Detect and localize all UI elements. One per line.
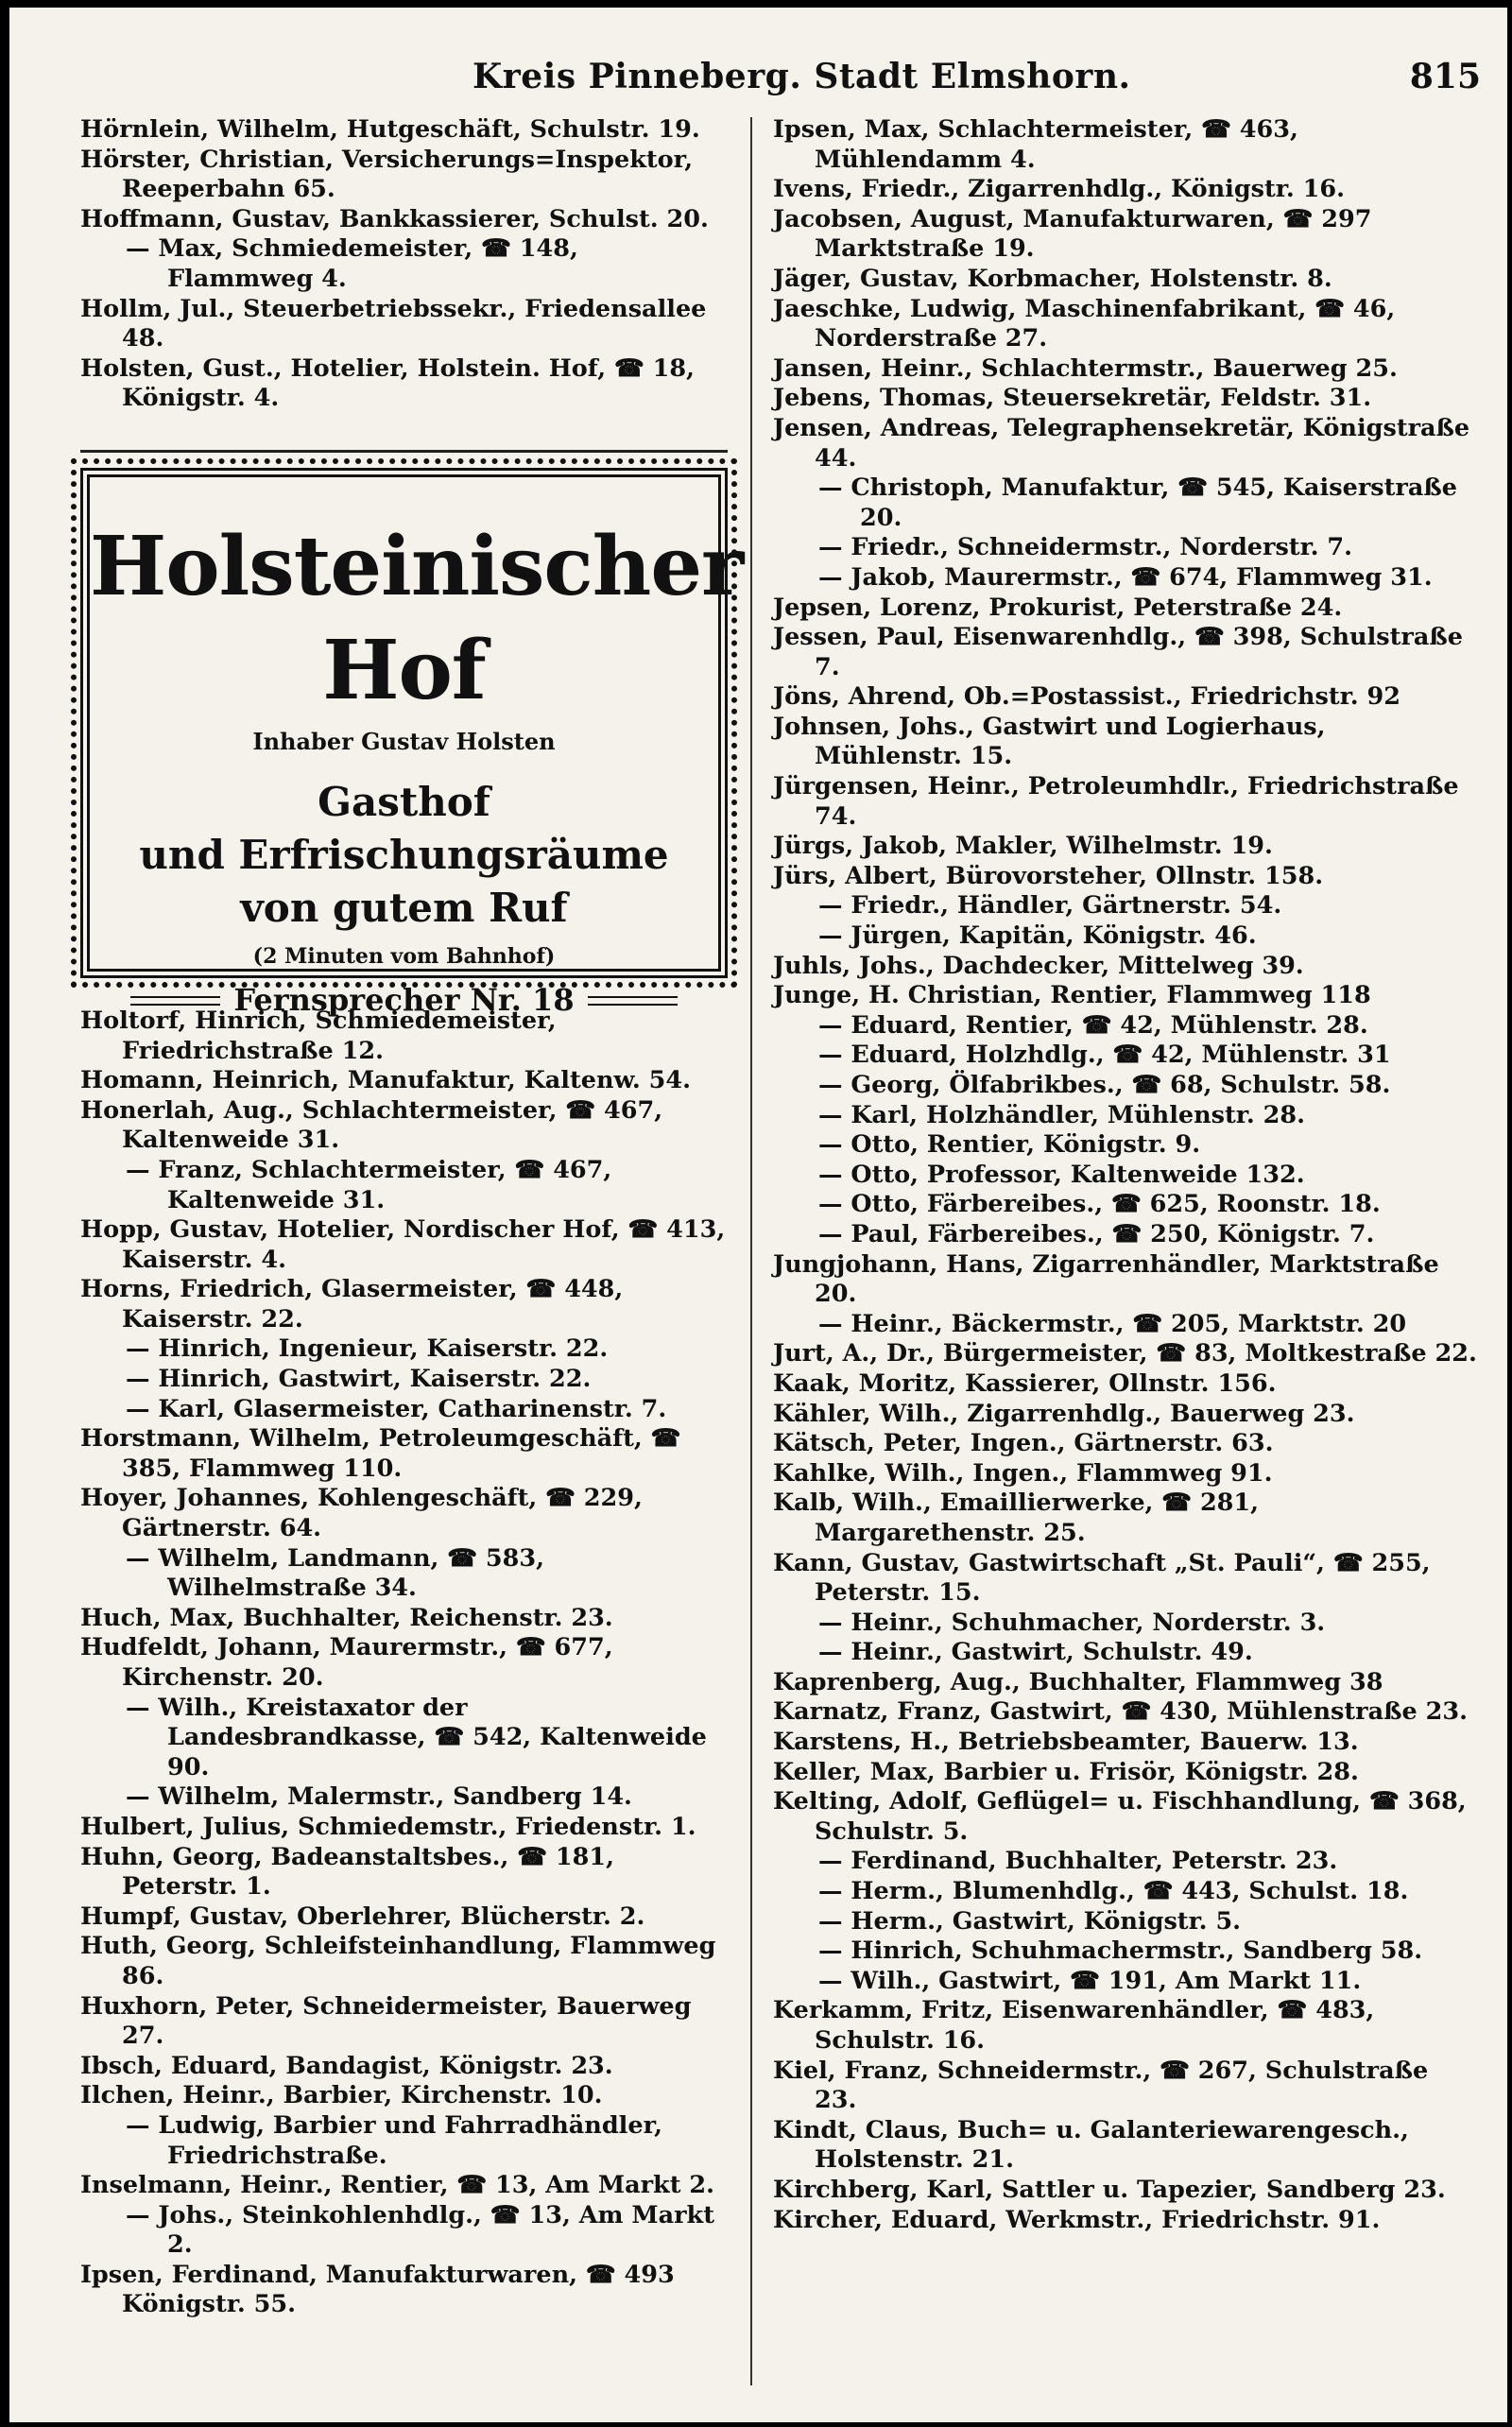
directory-entry: Kircher, Eduard, Werkmstr., Friedrichstr. 91. xyxy=(773,2205,1381,2234)
directory-entry: — Hinrich, Gastwirt, Kaiserstr. 22. xyxy=(126,1365,592,1394)
directory-entry: Kelting, Adolf, Geflügel= u. Fischhandlung, ☎ 368, Schulstr. 5. xyxy=(773,1787,1467,1846)
directory-entry: — Eduard, Holzhdlg., ☎ 42, Mühlenstr. 31 xyxy=(818,1041,1391,1070)
directory-entry: Hörnlein, Wilhelm, Hutgeschäft, Schulstr. 19. xyxy=(80,115,700,144)
directory-entry: Jöns, Ahrend, Ob.=Postassist., Friedrichstr. 92 xyxy=(773,682,1400,712)
directory-entry: — Ferdinand, Buchhalter, Peterstr. 23. xyxy=(818,1847,1338,1876)
directory-entry: Kerkamm, Fritz, Eisenwarenhändler, ☎ 483, Schulstr. 16. xyxy=(773,1996,1375,2055)
directory-entry: — Hinrich, Schuhmachermstr., Sandberg 58. xyxy=(818,1936,1423,1966)
directory-entry: Johnsen, Johs., Gastwirt und Logierhaus, Mühlenstr. 15. xyxy=(773,712,1326,771)
directory-entry: — Christoph, Manufaktur, ☎ 545, Kaiserstraße 20. xyxy=(818,473,1457,532)
section-rule xyxy=(80,450,728,453)
directory-entry: Jurt, A., Dr., Bürgermeister, ☎ 83, Moltkestraße 22. xyxy=(773,1339,1477,1368)
directory-entry: Holsten, Gust., Hotelier, Holstein. Hof, ☎ 18, Königstr. 4. xyxy=(80,353,695,413)
directory-entry: Jürs, Albert, Bürovorsteher, Ollnstr. 158. xyxy=(773,861,1324,890)
column-divider xyxy=(750,117,752,2385)
directory-entry: — Friedr., Schneidermstr., Norderstr. 7. xyxy=(818,533,1353,562)
directory-entry: Jessen, Paul, Eisenwarenhdlg., ☎ 398, Schulstraße 7. xyxy=(773,623,1463,681)
directory-entry: — Friedr., Händler, Gärtnerstr. 54. xyxy=(818,891,1282,921)
directory-page xyxy=(9,8,1507,2422)
directory-entry: — Otto, Färbereibes., ☎ 625, Roonstr. 18. xyxy=(818,1190,1381,1219)
entry-list-bottom xyxy=(80,1007,728,2320)
directory-entry: Huth, Georg, Schleifsteinhandlung, Flammweg 86. xyxy=(80,1932,716,1990)
directory-entry: Juhls, Johs., Dachdecker, Mittelweg 39. xyxy=(773,951,1304,980)
directory-entry: Horstmann, Wilhelm, Petroleumgeschäft, ☎ 385, Flammweg 110. xyxy=(80,1424,681,1483)
directory-entry: Jungjohann, Hans, Zigarrenhändler, Marktstraße 20. xyxy=(773,1249,1439,1309)
directory-entry: Huxhorn, Peter, Schneidermeister, Bauerweg 27. xyxy=(80,1991,692,2051)
running-head: Kreis Pinneberg. Stadt Elmshorn. xyxy=(472,57,1131,96)
directory-entry: Jensen, Andreas, Telegraphensekretär, Königstraße 44. xyxy=(773,413,1470,473)
directory-entry: — Heinr., Bäckermstr., ☎ 205, Marktstr. 20 xyxy=(818,1309,1407,1338)
directory-entry: Kaprenberg, Aug., Buchhalter, Flammweg 38 xyxy=(773,1667,1383,1696)
directory-entry: Jepsen, Lorenz, Prokurist, Peterstraße 24. xyxy=(773,593,1343,622)
directory-entry: Kätsch, Peter, Ingen., Gärtnerstr. 63. xyxy=(773,1429,1274,1458)
directory-entry: Jacobsen, August, Manufakturwaren, ☎ 297 Marktstraße 19. xyxy=(773,204,1372,264)
directory-entry: — Eduard, Rentier, ☎ 42, Mühlenstr. 28. xyxy=(818,1010,1368,1040)
directory-entry: Keller, Max, Barbier u. Frisör, Königstr. 28. xyxy=(773,1757,1359,1786)
directory-entry: Jebens, Thomas, Steuersekretär, Feldstr. 31. xyxy=(773,384,1372,413)
right-column xyxy=(773,115,1477,2235)
left-column xyxy=(80,115,744,2320)
directory-entry: Karnatz, Franz, Gastwirt, ☎ 430, Mühlenstraße 23. xyxy=(773,1697,1468,1727)
directory-entry: — Wilh., Gastwirt, ☎ 191, Am Markt 11. xyxy=(818,1966,1362,1995)
directory-entry: Ipsen, Max, Schlachtermeister, ☎ 463, Mühlendamm 4. xyxy=(773,115,1298,174)
directory-entry: — Franz, Schlachtermeister, ☎ 467, Kaltenweide 31. xyxy=(126,1155,612,1214)
directory-entry: Huch, Max, Buchhalter, Reichenstr. 23. xyxy=(80,1603,613,1632)
ornament-rule xyxy=(588,996,678,1006)
directory-entry: Humpf, Gustav, Oberlehrer, Blücherstr. 2. xyxy=(80,1902,645,1931)
directory-entry: Kann, Gustav, Gastwirtschaft „St. Pauli“, ☎ 255, Peterstr. 15. xyxy=(773,1548,1431,1608)
directory-entry: Hulbert, Julius, Schmiedemstr., Friedenstr. 1. xyxy=(80,1812,696,1841)
ad-line-1: Gasthof xyxy=(318,778,490,825)
directory-entry: Hoyer, Johannes, Kohlengeschäft, ☎ 229, Gärtnerstr. 64. xyxy=(80,1484,643,1543)
directory-entry: Ibsch, Eduard, Bandagist, Königstr. 23. xyxy=(80,2051,613,2080)
directory-entry: Jaeschke, Ludwig, Maschinenfabrikant, ☎ 46, Norderstraße 27. xyxy=(773,294,1396,353)
ad-phone: Fernsprecher Nr. 18 xyxy=(233,981,575,1018)
directory-entry: — Otto, Rentier, Königstr. 9. xyxy=(818,1130,1201,1160)
directory-entry: Hopp, Gustav, Hotelier, Nordischer Hof, ☎ 413, Kaiserstr. 4. xyxy=(80,1215,726,1274)
directory-entry: — Herm., Gastwirt, Königstr. 5. xyxy=(818,1906,1242,1936)
directory-entry: Jäger, Gustav, Korbmacher, Holstenstr. 8. xyxy=(773,264,1332,293)
directory-entry: Ilchen, Heinr., Barbier, Kirchenstr. 10. xyxy=(80,2081,603,2110)
directory-entry: Jansen, Heinr., Schlachtermstr., Bauerweg 25. xyxy=(773,353,1398,383)
directory-entry: Kalb, Wilh., Emaillierwerke, ☎ 281, Margarethenstr. 25. xyxy=(773,1489,1260,1547)
directory-entry: — Paul, Färbereibes., ☎ 250, Königstr. 7. xyxy=(818,1219,1375,1248)
directory-entry: — Wilhelm, Malermstr., Sandberg 14. xyxy=(126,1782,632,1812)
entry-list-right xyxy=(773,115,1477,2235)
ad-phone-row xyxy=(90,981,718,1018)
directory-entry: Horns, Friedrich, Glasermeister, ☎ 448, Kaiserstr. 22. xyxy=(80,1275,624,1334)
directory-entry: — Georg, Ölfabrikbes., ☎ 68, Schulstr. 58. xyxy=(818,1071,1391,1099)
directory-entry: — Jakob, Maurermstr., ☎ 674, Flammweg 31. xyxy=(818,562,1433,592)
directory-entry: — Otto, Professor, Kaltenweide 132. xyxy=(818,1160,1305,1189)
ad-owner: Inhaber Gustav Holsten xyxy=(252,727,556,755)
directory-entry: Holtorf, Hinrich, Schmiedemeister, Friedrichstraße 12. xyxy=(80,1006,557,1065)
directory-entry: — Karl, Glasermeister, Catharinenstr. 7. xyxy=(126,1394,667,1423)
directory-entry: — Wilhelm, Landmann, ☎ 583, Wilhelmstraße 34. xyxy=(126,1543,545,1603)
directory-entry: Kiel, Franz, Schneidermstr., ☎ 267, Schulstraße 23. xyxy=(773,2056,1429,2115)
directory-entry: Hoffmann, Gustav, Bankkassierer, Schulst. 20. xyxy=(80,204,709,233)
directory-entry: — Jürgen, Kapitän, Königstr. 46. xyxy=(818,921,1257,951)
directory-entry: Inselmann, Heinr., Rentier, ☎ 13, Am Markt 2. xyxy=(80,2171,714,2200)
directory-entry: Kahlke, Wilh., Ingen., Flammweg 91. xyxy=(773,1458,1273,1488)
directory-entry: Homann, Heinrich, Manufaktur, Kaltenw. 54. xyxy=(80,1066,691,1095)
ad-note: (2 Minuten vom Bahnhof) xyxy=(252,943,556,969)
directory-entry: Ipsen, Ferdinand, Manufakturwaren, ☎ 493 Königstr. 55. xyxy=(80,2260,675,2319)
directory-entry: — Max, Schmiedemeister, ☎ 148, Flammweg 4. xyxy=(126,234,578,293)
directory-entry: Kähler, Wilh., Zigarrenhdlg., Bauerweg 23. xyxy=(773,1399,1355,1428)
directory-entry: — Karl, Holzhändler, Mühlenstr. 28. xyxy=(818,1100,1305,1129)
ad-title: Holsteinischer Hof xyxy=(90,518,744,718)
directory-entry: — Wilh., Kreistaxator der Landesbrandkasse, ☎ 542, Kaltenweide 90. xyxy=(126,1693,707,1782)
directory-entry: Kirchberg, Karl, Sattler u. Tapezier, Sandberg 23. xyxy=(773,2175,1446,2204)
directory-entry: Jürgensen, Heinr., Petroleumhdlr., Friedrichstraße 74. xyxy=(773,772,1459,831)
directory-entry: Jürgs, Jakob, Makler, Wilhelmstr. 19. xyxy=(773,832,1273,861)
directory-entry: — Herm., Blumenhdlg., ☎ 443, Schulst. 18. xyxy=(818,1877,1409,1906)
directory-entry: Huhn, Georg, Badeanstaltsbes., ☎ 181, Peterstr. 1. xyxy=(80,1842,614,1902)
directory-entry: — Heinr., Gastwirt, Schulstr. 49. xyxy=(818,1638,1253,1667)
directory-entry: Kaak, Moritz, Kassierer, Ollnstr. 156. xyxy=(773,1368,1277,1398)
directory-entry: — Ludwig, Barbier und Fahrradhändler, Friedrichstraße. xyxy=(126,2110,663,2170)
page-header xyxy=(9,51,1507,108)
directory-entry: Honerlah, Aug., Schlachtermeister, ☎ 467, Kaltenweide 31. xyxy=(80,1095,663,1155)
directory-entry: Hudfeldt, Johann, Maurermstr., ☎ 677, Kirchenstr. 20. xyxy=(80,1633,613,1692)
hotel-advertisement xyxy=(80,468,744,1018)
ad-line-2: und Erfrischungsräume xyxy=(139,831,669,878)
directory-entry: Hollm, Jul., Steuerbetriebssekr., Friedensallee 48. xyxy=(80,294,707,353)
ad-line-3: von gutem Ruf xyxy=(240,884,568,931)
directory-entry: — Heinr., Schuhmacher, Norderstr. 3. xyxy=(818,1608,1326,1637)
page-number: 815 xyxy=(1409,57,1481,96)
directory-entry: Ivens, Friedr., Zigarrenhdlg., Königstr. 16. xyxy=(773,175,1346,204)
directory-entry: Karstens, H., Betriebsbeamter, Bauerw. 13. xyxy=(773,1728,1359,1757)
directory-entry: Hörster, Christian, Versicherungs=Inspektor, Reeperbahn 65. xyxy=(80,145,694,204)
ornament-rule xyxy=(130,996,220,1006)
entry-list-top xyxy=(80,115,728,414)
directory-entry: — Hinrich, Ingenieur, Kaiserstr. 22. xyxy=(126,1334,609,1364)
directory-entry: — Johs., Steinkohlenhdlg., ☎ 13, Am Markt 2. xyxy=(126,2200,714,2260)
directory-entry: Junge, H. Christian, Rentier, Flammweg 118 xyxy=(773,981,1371,1010)
directory-entry: Kindt, Claus, Buch= u. Galanteriewarengesch., Holstenstr. 21. xyxy=(773,2115,1409,2175)
